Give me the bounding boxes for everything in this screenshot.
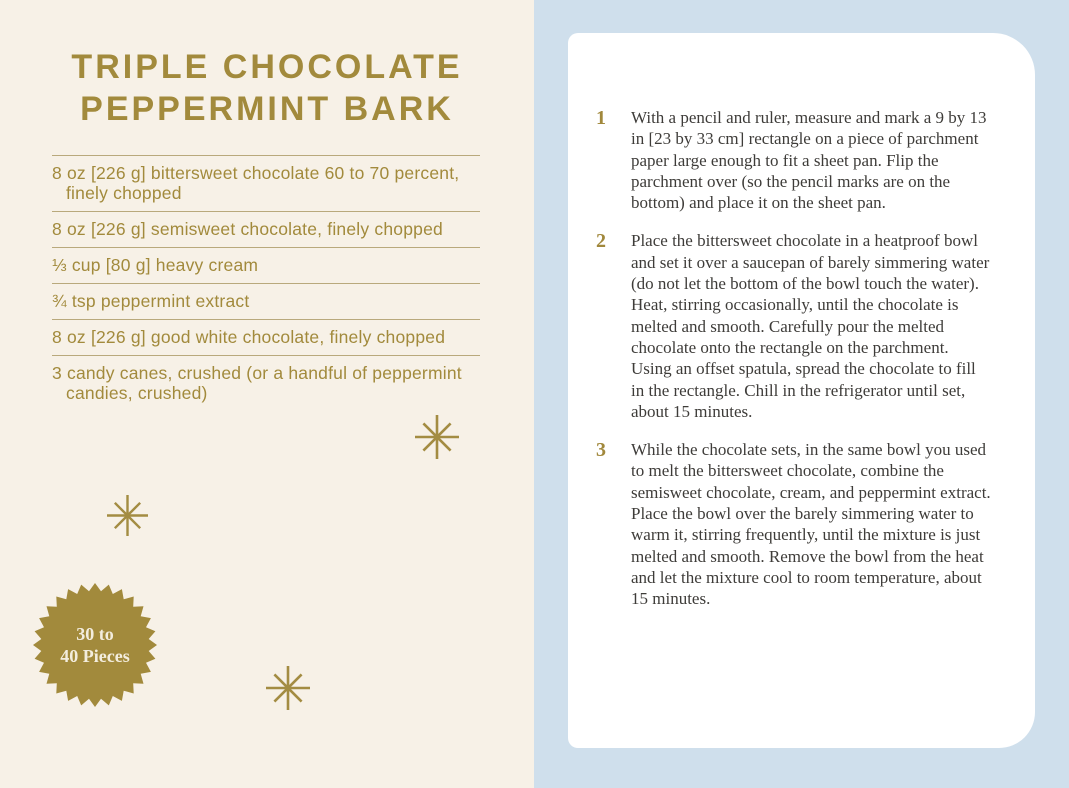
recipe-title-line1: TRIPLE CHOCOLATE [71,48,463,86]
step-number: 1 [596,107,606,129]
step-row [596,230,991,422]
step-text: While the chocolate sets, in the same bowl you used to melt the bittersweet chocolate, combine the semisweet chocolate, cream, and peppermint extract. Place the bowl over the barely simmering water to warm it, stirring frequently, until the mixture is just melted and smooth. Remove the bowl from the heat and let the mixture cool to room temperature, about 15 minutes. [631,440,991,609]
instructions-page [534,0,1069,788]
ingredient-item: 3 candy canes, crushed (or a handful of peppermint candies, crushed) [52,355,480,411]
recipe-title-line2: PEPPERMINT BARK [80,90,454,128]
yield-line2: 40 Pieces [60,646,130,666]
ingredient-item: 8 oz [226 g] semisweet chocolate, finely chopped [52,211,480,247]
yield-badge-text [33,583,157,707]
yield-badge [33,583,157,707]
ingredient-item: ⅓ cup [80 g] heavy cream [52,247,480,283]
ingredients-page [0,0,534,788]
step-text: With a pencil and ruler, measure and mark a 9 by 13 in [23 by 33 cm] rectangle on a piece of parchment paper large enough to fit a sheet pan. Flip the parchment over (so the pencil marks are on the bottom) and place it on the sheet pan. [631,108,987,213]
recipe-title [20,46,514,130]
sparkle-icon [107,495,148,541]
ingredient-list [52,155,480,411]
step-number: 2 [596,230,606,253]
instruction-card [568,33,1035,748]
step-number: 3 [596,439,606,462]
yield-line1: 30 to [76,624,114,644]
sparkle-icon [266,666,310,715]
step-row [596,107,991,213]
sparkle-icon [415,415,459,464]
ingredient-item: 8 oz [226 g] bittersweet chocolate 60 to 70 percent, finely chopped [52,155,480,211]
step-row [596,439,991,609]
ingredient-item: ¾ tsp peppermint extract [52,283,480,319]
ingredient-item: 8 oz [226 g] good white chocolate, finely chopped [52,319,480,355]
step-text: Place the bittersweet chocolate in a heatproof bowl and set it over a saucepan of barely simmering water (do not let the bottom of the bowl touch the water). Heat, stirring occasionally, until the chocolate is melted and smooth. Carefully pour the melted chocolate onto the rectangle on the parchment. Using an offset spatula, spread the chocolate to fill in the rectangle. Chill in the refrigerator until set, about 15 minutes. [631,231,990,421]
